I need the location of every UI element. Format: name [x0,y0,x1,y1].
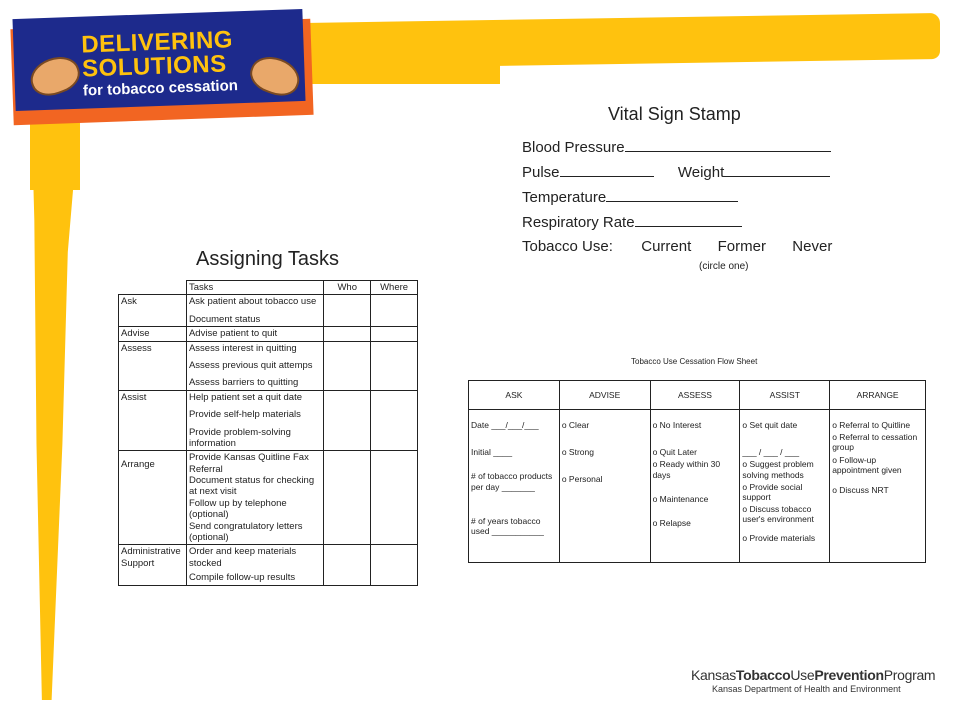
row-tasks [186,390,323,451]
advise-clear: o Clear [561,420,590,430]
where-cell [371,451,418,545]
respiratory-rate-blank [635,213,742,227]
table-header-empty [119,281,187,295]
assess-ready-30-days: o Ready within 30 days [652,459,721,480]
header-assess: ASSESS [650,381,740,410]
arrange-cessation-group: o Referral to cessation group [832,432,918,453]
ask-column [469,410,560,563]
where-cell [371,545,418,585]
task-item: Assess barriers to quitting [188,377,299,389]
advise-strong: o Strong [561,447,594,458]
who-cell [324,451,371,545]
program-logo-text [691,667,935,683]
task-item: Document status [188,313,261,325]
task-item: Compile follow-up results [188,572,296,584]
who-cell [324,327,371,341]
program-kansas: Kansas [691,667,736,683]
program-prevention: Prevention [814,667,884,683]
task-item: Provide Kansas Quitline Fax Referral [188,452,309,475]
header-arrange: ARRANGE [830,381,926,410]
assess-quit-later: o Quit Later [652,447,697,458]
assist-social-support: o Provide social support [742,481,803,502]
tobacco-use-line [522,238,832,255]
task-item: Assess previous quit attemps [188,359,313,371]
assist-column [740,410,830,563]
flow-sheet-title: Tobacco Use Cessation Flow Sheet [631,357,758,366]
respiratory-rate-line [522,213,742,231]
table-row [119,390,418,451]
table-header-where: Where [371,281,418,295]
header-advise: ADVISE [559,381,650,410]
blood-pressure-line [522,138,831,156]
where-cell [371,327,418,341]
tobacco-option-current: Current [641,238,692,255]
pulse-weight-line [522,163,830,181]
who-cell [324,545,371,585]
assist-provide-materials: o Provide materials [742,532,816,543]
assess-maintenance: o Maintenance [652,493,709,504]
flow-sheet-table [468,380,926,563]
assist-environment: o Discuss tobacco user's environment [742,504,814,525]
assess-no-interest: o No Interest [652,420,702,430]
table-header-who: Who [324,281,371,295]
row-category: Arrange [119,451,187,545]
arrange-follow-up: o Follow-up appointment given [832,454,902,475]
weight-label: Weight [677,164,725,181]
task-item: Provide problem-solving information [188,426,291,449]
logo-line-delivering: DELIVERING [80,26,234,59]
task-item: Send congratulatory letters (optional) [188,520,303,544]
assist-set-quit-date: o Set quit date [742,420,798,430]
row-tasks [186,545,323,585]
vital-sign-title: Vital Sign Stamp [608,104,741,124]
ask-initial: Initial ____ [471,447,513,458]
flow-sheet-body-row [469,410,926,563]
assigning-tasks-table [118,280,418,586]
ask-years-used: # of years tobacco used ___________ [471,515,544,536]
row-category: Ask [119,295,187,327]
header-assist: ASSIST [740,381,830,410]
row-category: Assist [119,390,187,451]
who-cell [324,390,371,451]
assist-date-blanks: ___ / ___ / ___ [742,447,800,458]
advise-personal: o Personal [561,474,603,485]
where-cell [371,295,418,327]
task-item: Provide self-help materials [188,409,301,421]
row-category: Assess [119,341,187,390]
department-name: Kansas Department of Health and Environment [712,684,901,694]
task-item: Document status for checking at next visit [188,475,315,498]
row-tasks [186,341,323,390]
temperature-blank [606,188,738,202]
row-tasks [186,451,323,545]
arrange-quitline: o Referral to Quitline [832,420,911,430]
yellow-brush-stroke-top-extension [300,50,500,84]
tobacco-option-former: Former [717,238,766,255]
respiratory-rate-label: Respiratory Rate [522,214,635,231]
assigning-tasks-title: Assigning Tasks [196,248,340,270]
logo-text [81,27,283,99]
logo-line-tagline: for tobacco cessation [82,77,239,100]
row-category: Advise [119,327,187,341]
assist-problem-solving: o Suggest problem solving methods [742,459,814,480]
pulse-label: Pulse [522,164,560,181]
program-program: Program [883,667,936,683]
table-header-row [119,281,418,295]
assess-relapse: o Relapse [652,517,691,528]
row-tasks [186,295,323,327]
task-item: Order and keep materials stocked [188,546,297,569]
tobacco-option-never: Never [792,238,833,255]
task-item: Assess interest in quitting [188,342,297,354]
task-item: Follow up by telephone (optional) [188,497,287,521]
ask-products-per-day: # of tobacco products per day _______ [471,471,553,492]
table-row [119,545,418,585]
arrange-column [830,410,926,563]
temperature-line [522,188,738,206]
advise-column [559,410,650,563]
temperature-label: Temperature [522,189,607,206]
tobacco-use-label: Tobacco Use: [522,238,613,255]
task-item: Ask patient about tobacco use [188,296,317,308]
header-ask: ASK [469,381,560,410]
task-item: Help patient set a quit date [188,391,302,403]
where-cell [371,390,418,451]
task-item: Advise patient to quit [188,328,278,340]
row-category: Administrative Support [119,545,187,585]
table-row [119,327,418,341]
logo-line-solutions: SOLUTIONS [81,50,228,83]
blood-pressure-blank [625,138,831,152]
ask-date: Date ___/___/___ [471,420,539,430]
who-cell [324,341,371,390]
table-row [119,341,418,390]
who-cell [324,295,371,327]
blood-pressure-label: Blood Pressure [522,139,625,156]
flow-sheet-header-row [469,381,926,410]
program-tobacco: Tobacco [735,667,791,683]
circle-one-note: (circle one) [699,261,749,272]
table-row [119,451,418,545]
program-use: Use [790,667,815,683]
table-header-tasks: Tasks [186,281,323,295]
pulse-blank [560,163,654,177]
table-row [119,295,418,327]
where-cell [371,341,418,390]
assess-column [650,410,740,563]
arrange-discuss-nrt: o Discuss NRT [832,484,889,495]
row-tasks [186,327,323,341]
weight-blank [724,163,830,177]
